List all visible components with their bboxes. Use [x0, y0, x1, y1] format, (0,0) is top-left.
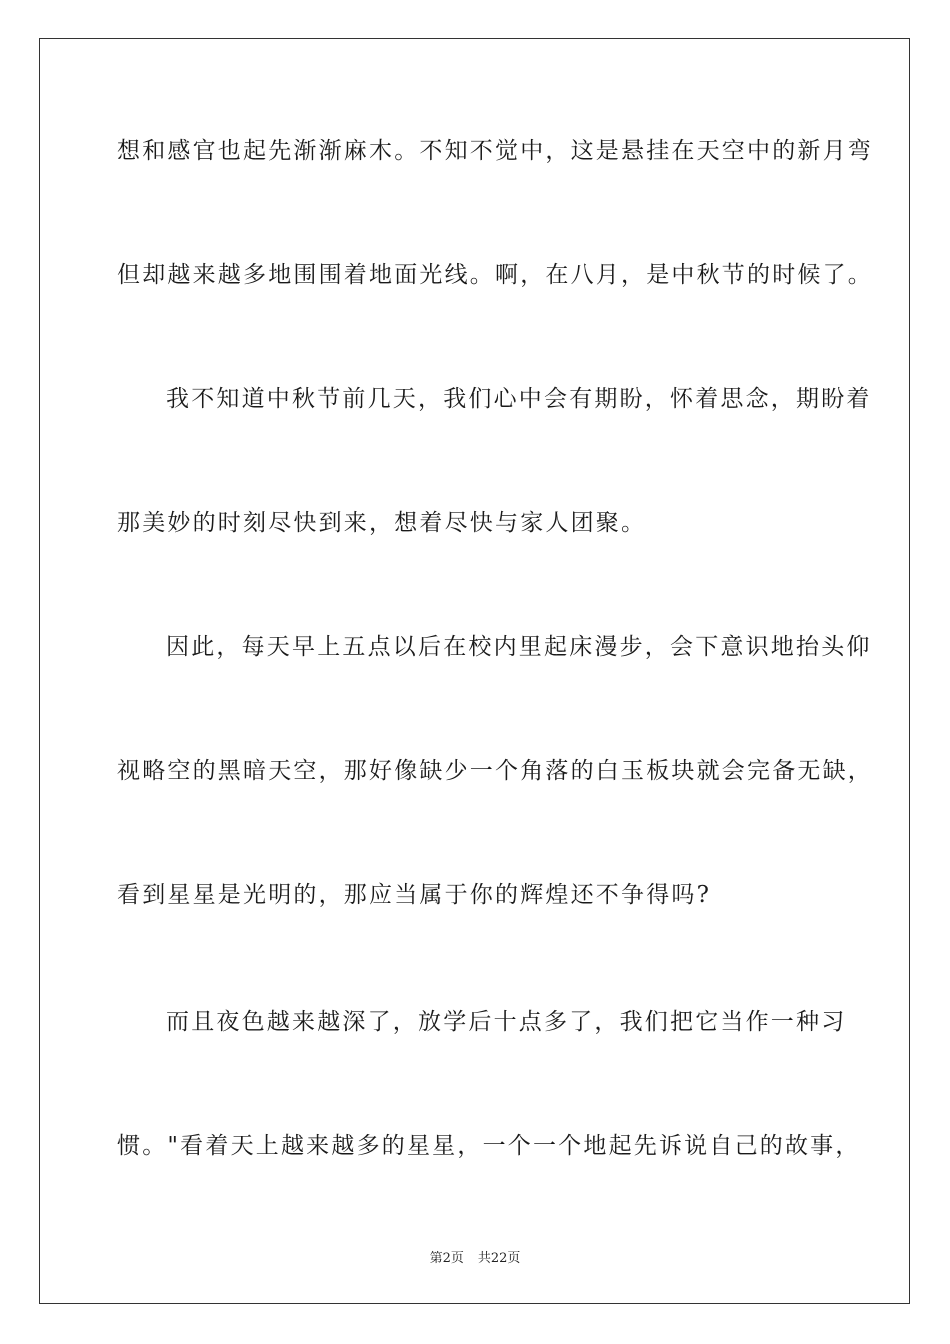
page-border [39, 38, 910, 1304]
page-footer [0, 1247, 950, 1266]
text-line-4: 那美妙的时刻尽快到来，想着尽快与家人团聚。 [117, 510, 647, 536]
text-line-7: 看到星星是光明的，那应当属于你的辉煌还不争得吗? [117, 882, 712, 908]
page-number: 第2页 [429, 1251, 464, 1266]
text-line-3: 我不知道中秋节前几天，我们心中会有期盼，怀着思念，期盼着 [166, 386, 872, 412]
text-line-5: 因此，每天早上五点以后在校内里起床漫步，会下意识地抬头仰 [166, 634, 872, 660]
text-line-8: 而且夜色越来越深了，放学后十点多了，我们把它当作一种习 [166, 1009, 847, 1035]
text-line-1: 想和感官也起先渐渐麻木。不知不觉中，这是悬挂在天空中的新月弯 [117, 138, 873, 164]
text-line-9: 惯。"看着天上越来越多的星星，一个一个地起先诉说自己的故事， [117, 1133, 861, 1159]
page-total: 共22页 [477, 1251, 521, 1266]
text-line-2: 但却越来越多地围围着地面光线。啊，在八月，是中秋节的时候了。 [117, 262, 873, 288]
text-line-6: 视略空的黑暗天空，那好像缺少一个角落的白玉板块就会完备无缺， [117, 758, 873, 784]
